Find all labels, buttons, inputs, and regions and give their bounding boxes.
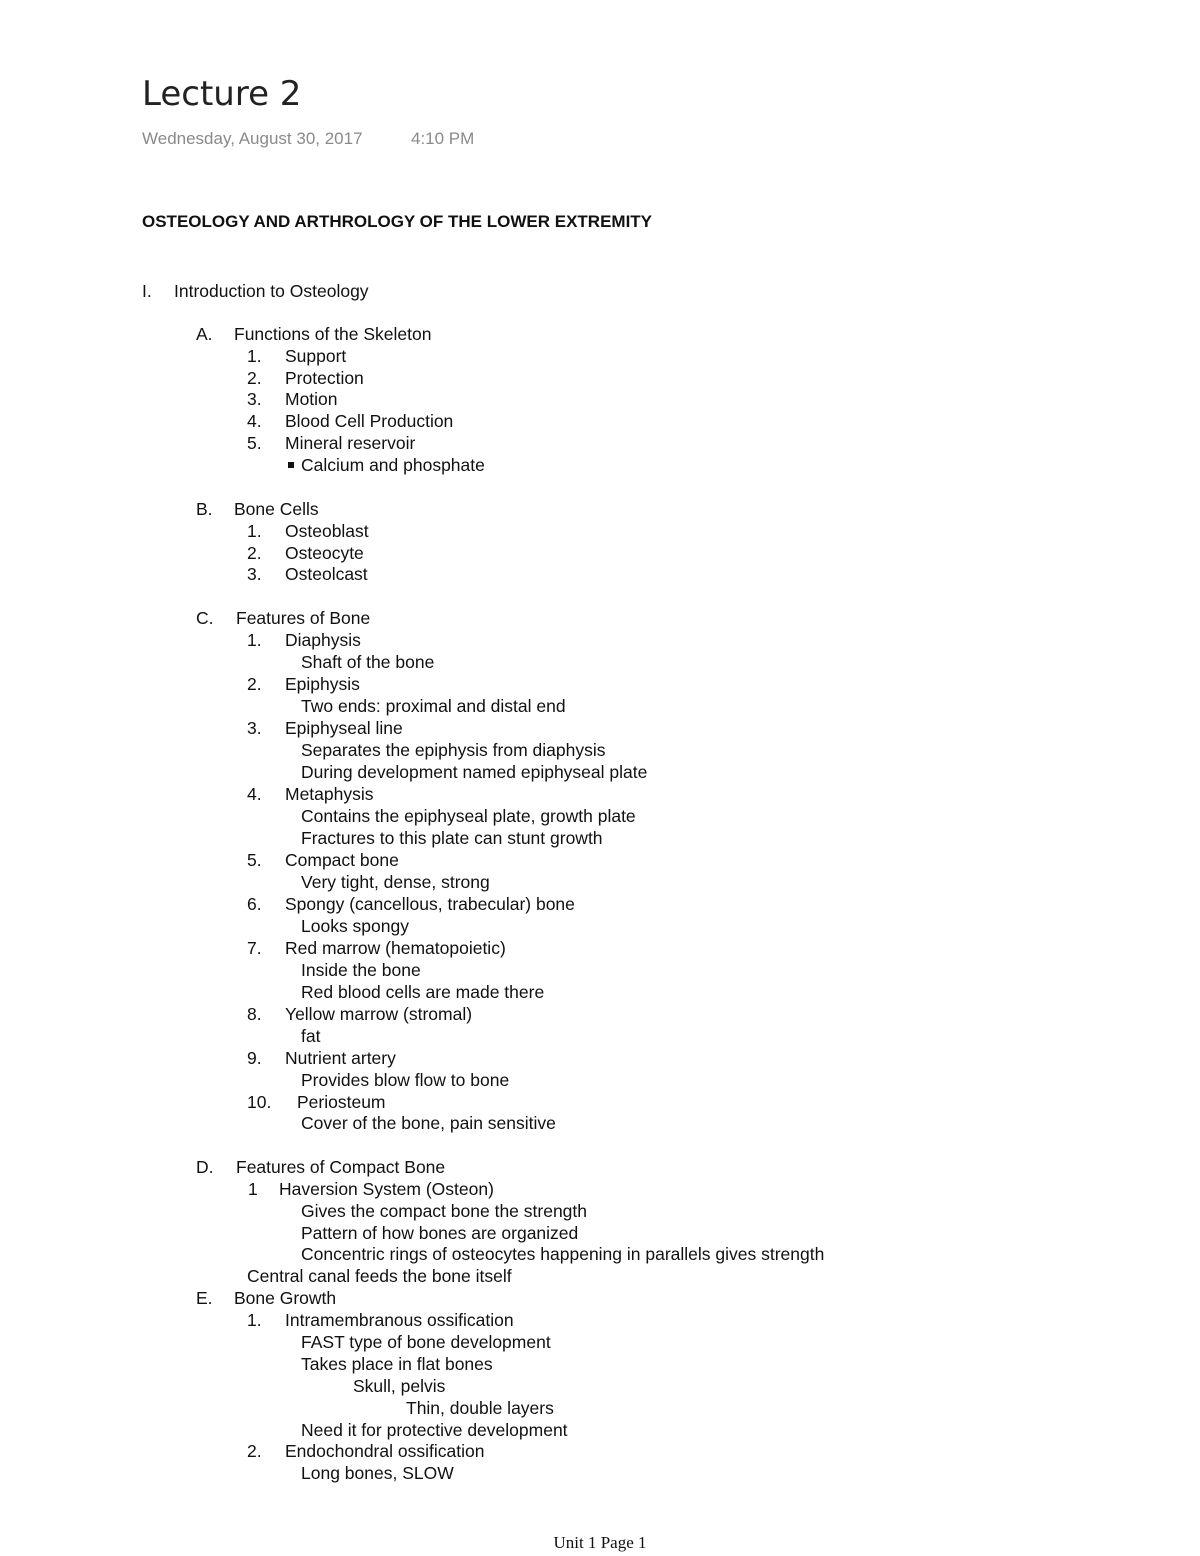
list-item: Spongy (cancellous, trabecular) bone xyxy=(285,894,575,914)
list-number: 2. xyxy=(247,674,262,694)
bullet-item: Calcium and phosphate xyxy=(301,455,485,475)
outline-marker-b: B. xyxy=(196,499,213,519)
note-line: Shaft of the bone xyxy=(301,652,435,672)
list-item: Metaphysis xyxy=(285,784,374,804)
list-number: 4. xyxy=(247,784,262,804)
page-footer: Unit 1 Page 1 xyxy=(553,1533,647,1552)
note-line: fat xyxy=(301,1026,321,1046)
note-line: During development named epiphyseal plate xyxy=(301,762,648,782)
note-line: Separates the epiphysis from diaphysis xyxy=(301,740,606,760)
list-number: 10. xyxy=(247,1092,272,1112)
list-number: 1 xyxy=(248,1179,258,1199)
note-line: Gives the compact bone the strength xyxy=(301,1201,587,1221)
list-item: Yellow marrow (stromal) xyxy=(285,1004,473,1024)
list-number: 4. xyxy=(247,411,262,431)
list-number: 1. xyxy=(247,1310,262,1330)
list-number: 2. xyxy=(247,543,262,563)
note-line: Looks spongy xyxy=(301,916,409,936)
note-line: Concentric rings of osteocytes happening in parallels gives strength xyxy=(301,1244,825,1264)
list-number: 3. xyxy=(247,389,262,409)
note-line: Pattern of how bones are organized xyxy=(301,1223,579,1243)
list-number: 9. xyxy=(247,1048,262,1068)
list-item: Haversion System (Osteon) xyxy=(279,1179,494,1199)
outline-marker-d: D. xyxy=(196,1157,214,1177)
page-date: Wednesday, August 30, 2017 xyxy=(142,129,363,148)
list-item: Intramembranous ossification xyxy=(285,1310,514,1330)
note-line: Cover of the bone, pain sensitive xyxy=(301,1113,556,1133)
note-line: Takes place in flat bones xyxy=(301,1354,493,1374)
list-item: Compact bone xyxy=(285,850,399,870)
outline-marker-c: C. xyxy=(196,608,214,628)
list-number: 2. xyxy=(247,368,262,388)
list-number: 5. xyxy=(247,433,262,453)
list-item: Epiphysis xyxy=(285,674,360,694)
list-number: 1. xyxy=(247,346,262,366)
note-line: Inside the bone xyxy=(301,960,421,980)
list-item: Epiphyseal line xyxy=(285,718,403,738)
list-item: Blood Cell Production xyxy=(285,411,454,431)
outline-item-bone-growth: Bone Growth xyxy=(234,1288,337,1308)
note-line: Two ends: proximal and distal end xyxy=(301,696,566,716)
list-item: Red marrow (hematopoietic) xyxy=(285,938,506,958)
list-item: Osteolcast xyxy=(285,564,368,584)
note-line: Very tight, dense, strong xyxy=(301,872,490,892)
page-time: 4:10 PM xyxy=(411,129,475,148)
note-line: FAST type of bone development xyxy=(301,1332,551,1352)
outline-marker-e: E. xyxy=(196,1288,213,1308)
note-line: Long bones, SLOW xyxy=(301,1463,454,1483)
list-number: 1. xyxy=(247,521,262,541)
section-heading: OSTEOLOGY AND ARTHROLOGY OF THE LOWER EXTREMITY xyxy=(142,212,653,231)
note-line: Thin, double layers xyxy=(406,1398,554,1418)
list-number: 1. xyxy=(247,630,262,650)
note-line: Fractures to this plate can stunt growth xyxy=(301,828,603,848)
note-line: Red blood cells are made there xyxy=(301,982,545,1002)
outline-item-features: Features of Bone xyxy=(236,608,371,628)
outline-item-bone-cells: Bone Cells xyxy=(234,499,319,519)
list-number: 7. xyxy=(247,938,262,958)
list-number: 3. xyxy=(247,564,262,584)
page-title: Lecture 2 xyxy=(142,74,302,114)
list-item: Diaphysis xyxy=(285,630,361,650)
note-line: Provides blow flow to bone xyxy=(301,1070,510,1090)
list-item: Osteocyte xyxy=(285,543,364,563)
note-line: Skull, pelvis xyxy=(353,1376,446,1396)
list-number: 6. xyxy=(247,894,262,914)
list-number: 8. xyxy=(247,1004,262,1024)
list-number: 5. xyxy=(247,850,262,870)
list-number: 2. xyxy=(247,1441,262,1461)
outline-item-compact-bone: Features of Compact Bone xyxy=(236,1157,446,1177)
note-line: Central canal feeds the bone itself xyxy=(247,1266,512,1286)
list-item: Mineral reservoir xyxy=(285,433,416,453)
list-item: Protection xyxy=(285,368,364,388)
outline-marker-a: A. xyxy=(196,324,213,344)
outline-item-intro: Introduction to Osteology xyxy=(174,281,369,301)
note-line: Contains the epiphyseal plate, growth plate xyxy=(301,806,636,826)
list-item: Nutrient artery xyxy=(285,1048,396,1068)
note-line: Need it for protective development xyxy=(301,1420,568,1440)
outline-item-functions: Functions of the Skeleton xyxy=(234,324,432,344)
list-item: Motion xyxy=(285,389,338,409)
list-item: Endochondral ossification xyxy=(285,1441,485,1461)
square-bullet-icon xyxy=(288,462,294,468)
list-item: Periosteum xyxy=(297,1092,386,1112)
list-item: Osteoblast xyxy=(285,521,369,541)
list-item: Support xyxy=(285,346,347,366)
outline-marker-roman: I. xyxy=(142,281,152,301)
list-number: 3. xyxy=(247,718,262,738)
